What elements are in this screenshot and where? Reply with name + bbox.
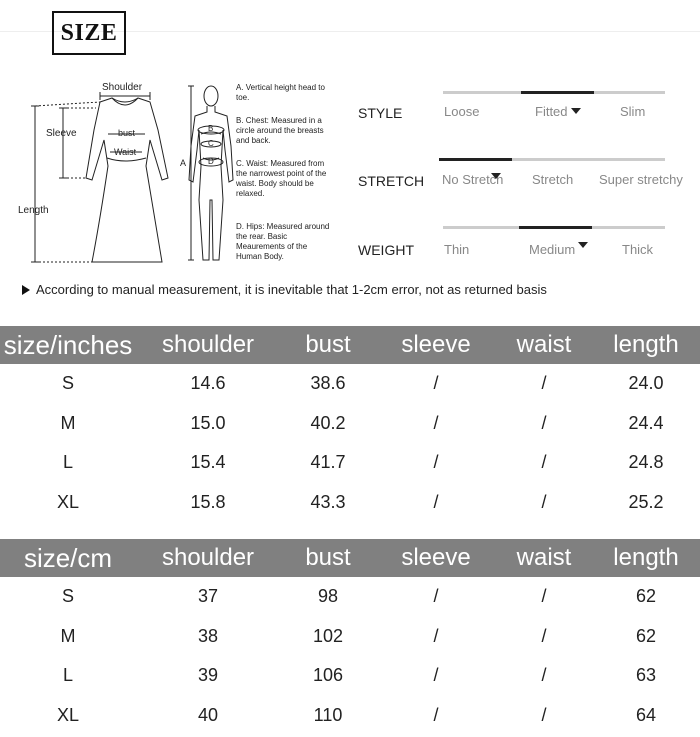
cell-bust: 41.7 [310,452,346,473]
cell-sleeve: / [433,704,439,725]
header-waist: waist [516,331,572,358]
waist-label: Waist [114,147,137,157]
table-row [0,364,700,404]
table-row [0,696,700,736]
cell-bust: 102 [312,625,344,646]
header-bust: bust [305,331,351,358]
cell-waist: / [541,665,547,686]
shoulder-label: Shoulder [102,82,143,93]
caret-down-icon [571,108,581,114]
cell-length: 24.4 [628,412,664,433]
style-selected-bar [521,91,594,94]
cell-bust: 43.3 [310,491,346,512]
cell-waist: / [541,704,547,725]
marker-a: A [180,158,187,168]
marker-b: B [208,124,214,133]
cell-shoulder: 15.8 [190,491,226,512]
cell-size: S [61,373,74,394]
cell-sleeve: / [433,625,439,646]
table-row [0,577,700,617]
cell-size: L [62,452,73,473]
stretch-label: STRETCH [358,173,425,189]
style-scale [358,93,688,133]
header-length: length [613,544,679,571]
style-option-slim: Slim [620,104,646,119]
cell-shoulder: 14.6 [190,373,226,394]
style-option-fitted: Fitted [535,104,581,119]
marker-d: D [208,157,214,166]
sleeve-label: Sleeve [46,128,77,139]
cell-sleeve: / [433,586,439,607]
stretch-selected-bar [439,158,512,161]
size-title: SIZE [52,11,126,55]
weight-scale [358,230,688,270]
style-label: STYLE [358,105,403,121]
cell-waist: / [541,373,547,394]
cell-bust: 38.6 [310,373,346,394]
cell-size: M [60,625,76,646]
cell-size: XL [56,704,80,725]
stretch-option-no-stretch: No Stretch [442,172,504,187]
header-sleeve: sleeve [401,331,471,358]
cell-sleeve: / [433,491,439,512]
table-row [0,656,700,696]
note-a: A. Vertical height head to toe. [236,83,325,102]
header-size: size/inches [3,329,133,360]
header-shoulder: shoulder [161,331,255,358]
stretch-option-super-stretchy: Super stretchy [599,172,683,187]
cell-length: 25.2 [628,491,664,512]
header-shoulder: shoulder [161,544,255,571]
table-row [0,404,700,444]
note-d: D. Hips: Measured around the rear. Basic Meaurements of the Human Body. [236,222,330,261]
cell-length: 62 [635,625,657,646]
stretch-option-stretch: Stretch [532,172,574,187]
length-label: Length [18,205,49,216]
cell-length: 62 [635,586,657,607]
bust-label: bust [118,128,136,138]
cell-shoulder: 38 [197,625,219,646]
cell-sleeve: / [433,665,439,686]
cell-bust: 110 [313,704,343,725]
cell-size: S [61,586,74,607]
style-option-loose: Loose [444,104,480,119]
measurement-diagram [0,70,340,270]
cell-sleeve: / [433,373,439,394]
cell-length: 63 [635,665,657,686]
cell-shoulder: 40 [197,704,219,725]
cell-size: L [62,665,73,686]
cell-length: 64 [635,704,657,725]
cell-waist: / [541,452,547,473]
cell-waist: / [541,625,547,646]
size-table-cm [0,539,700,735]
cell-waist: / [541,586,547,607]
header-waist: waist [516,544,572,571]
header-size: size/cm [23,542,113,573]
weight-selected-bar [519,226,592,229]
caret-down-icon [578,242,588,248]
weight-option-thick: Thick [622,242,654,257]
cell-waist: / [541,491,547,512]
cell-shoulder: 15.0 [190,412,226,433]
cell-size: M [60,412,76,433]
weight-label: WEIGHT [358,242,414,258]
table-header [0,539,700,577]
cell-shoulder: 15.4 [190,452,226,473]
cell-length: 24.8 [628,452,664,473]
size-table-inches [0,326,700,522]
caret-down-icon [491,173,501,179]
note-c: C. Waist: Measured from the narrowest point of the waist. Body should be relaxed. [236,159,327,198]
stretch-scale [358,161,688,201]
cell-sleeve: / [433,452,439,473]
header-sleeve: sleeve [401,544,471,571]
note-b: B. Chest: Measured in a circle around the breasts and back. [236,116,324,145]
measurement-disclaimer [22,282,547,297]
cell-length: 24.0 [628,373,664,394]
table-row [0,617,700,657]
header-length: length [613,331,679,358]
disclaimer-text: According to manual measurement, it is inevitable that 1-2cm error, not as returned basis [36,282,547,297]
header-bust: bust [305,544,351,571]
cell-shoulder: 37 [197,586,219,607]
cell-sleeve: / [433,412,439,433]
cell-shoulder: 39 [197,665,219,686]
cell-bust: 106 [312,665,344,686]
cell-size: XL [56,491,80,512]
cell-waist: / [541,412,547,433]
weight-option-thin: Thin [444,242,470,257]
table-row [0,443,700,483]
weight-option-medium: Medium [529,242,588,257]
marker-c: C [208,139,214,148]
table-header [0,326,700,364]
cell-bust: 98 [317,586,339,607]
cell-bust: 40.2 [310,412,346,433]
table-row [0,483,700,523]
play-triangle-icon [22,285,30,295]
